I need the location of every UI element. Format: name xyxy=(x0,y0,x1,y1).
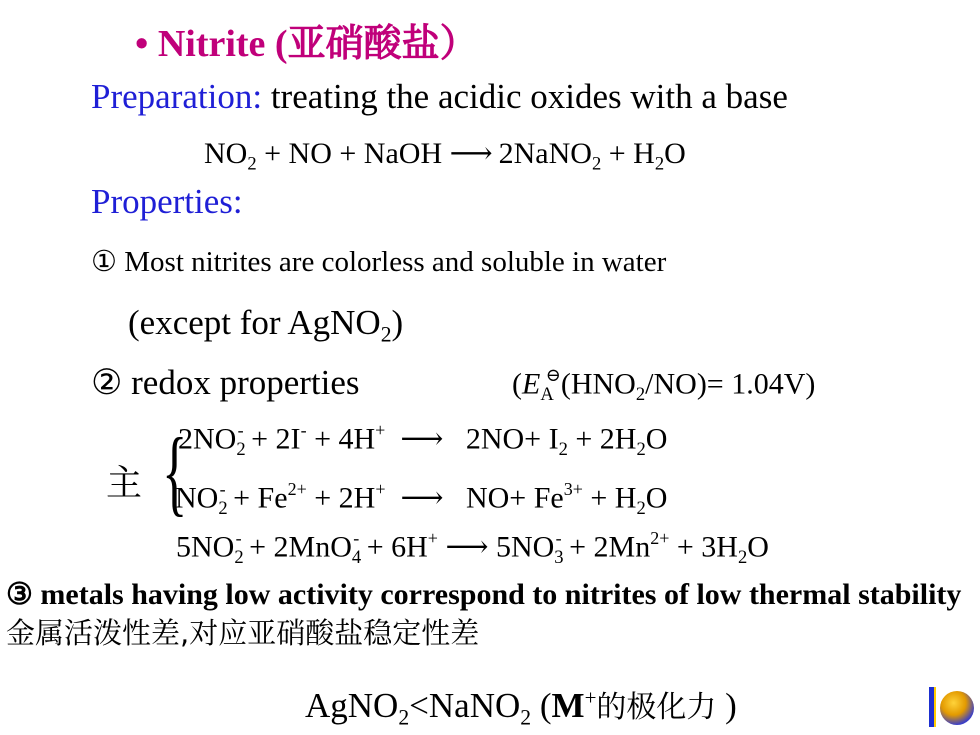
preparation-label: Preparation: xyxy=(91,77,263,116)
property-item-2-text: ② redox properties xyxy=(91,363,360,402)
property-item-3 xyxy=(6,576,978,653)
property-item-1-except: (except for AgNO$_2$) xyxy=(128,303,404,347)
property-item-3-cn: 金属活泼性差,对应亚硝酸盐稳定性差 xyxy=(6,616,480,650)
slide-title xyxy=(135,12,478,67)
reaction-2: $NO_2^- + Fe^{2+} + 2H^+$ ⟶ $NO+ Fe^{3+} + H_2O$ xyxy=(175,479,668,520)
title-text: Nitrite (亚硝酸盐） xyxy=(157,23,478,65)
property-item-1-text: ① Most nitrites are colorless and soluble in water xyxy=(91,246,667,278)
title-bullet: • xyxy=(135,23,149,65)
property-item-2 xyxy=(91,363,360,403)
properties-label-text: Properties: xyxy=(91,182,243,221)
preparation-line xyxy=(91,77,788,117)
stability-comparison: AgNO$_2$<NaNO$_2$ (M+的极化力 ) xyxy=(305,685,737,730)
main-label xyxy=(106,455,142,506)
slide-logo-icon xyxy=(926,681,976,731)
reaction-3: $5NO_2^- + 2MnO_4^- + 6H^+$ ⟶ $5NO_3^- + 2Mn^{2+} + 3H_2O$ xyxy=(176,528,769,569)
redox-potential: $(E_A^⊖(HNO_2/NO)= 1.04V)$ xyxy=(512,365,816,406)
main-label-text: 主 xyxy=(106,463,143,504)
preparation-equation: $NO_2$ + NO + NaOH ⟶ 2NaNO$_2$ + $H_2O$ xyxy=(204,137,686,175)
property-item-1 xyxy=(91,244,666,279)
reaction-brace: { xyxy=(162,418,188,525)
reaction-1: $2NO_2^- + 2I^- + 4H^+$ ⟶ $2NO+ I_2 + 2H_2O$ xyxy=(178,420,668,461)
preparation-text: treating the acidic oxides with a base xyxy=(262,77,788,116)
properties-label xyxy=(91,182,243,222)
property-item-3-en: ③ metals having low activity correspond to nitrites of low thermal stability xyxy=(6,578,962,611)
